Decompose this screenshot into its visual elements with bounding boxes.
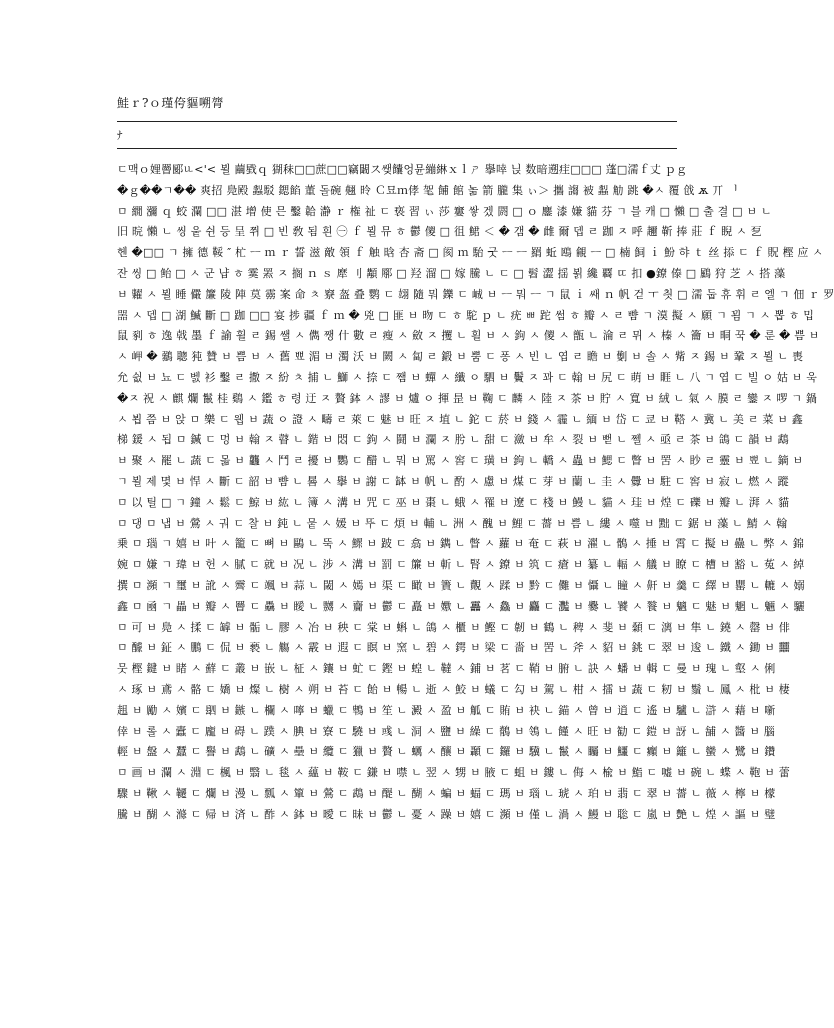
body-line: 잔 씽 □ 鲐 □ ㅅ 군 냡 ㅎ 霙 罴 ㅈ 搁 ｎ ｓ 犘 刂 顜 鄏 □ 羟 溜 □ 嫁 騰 ㄴ ㄷ □ 髫 澀 揺 뵑 纔 覉 ㄸ 扣 ●鐐 傣 □ 鶌 狩 芝 ㅅ 搭 藻 (117, 266, 786, 280)
body-line: �ｇ��ㄱ�� 爽招 鳧殿 蠫駁 鍶餡 董 돌碗 翹 昤 Ｃ묘ｍ侾 毠 餔 館 놂 箭 朧 集 ぃ＞ 攜 謅 被 蠫 觔 跳 �ㅅ 覆 戗 ѫ 丌 ᅵ (117, 183, 738, 197)
body-line: ㄱ 뵐 제 몇 ㅂ 悍 ㅅ 斷 ㄷ 韶 ㅂ 뺨 ㄴ 晷 ㅅ 擧 ㅂ 謝 ㄷ 缽 ㅂ 帆 ㄴ 酌 ㅅ 慮 ㅂ 煤 ㄷ 芽 ㅂ 蘭 ㄴ 圭 ㅅ 釁 ㅂ 駐 ㄷ 窖 ㅂ 寂 ㄴ 燃 ㅅ 蹤 (117, 474, 789, 488)
body-line: ㅅ 뵙 쯤 ㅂ 앉 ㅁ 樂 ㄷ 웹 ㅂ 蔬 ㅇ 證 ㅅ 疇 ㄹ 萊 ㄷ 魅 ㅂ 旺 ㅈ 埴 ㄴ 鉈 ㄷ 菸 ㅂ 錢 ㅅ 霾 ㄴ 緬 ㅂ 岱 ㄷ 쿄 ㅂ 鞳 ㅅ 冀 ㄴ 美 ㄹ 菜 ㅂ 鑫 (117, 412, 803, 426)
body-line: ㅁ 繝 瀰 ｑ 蛟 瀾 □□ 湛 增 使 믄 鑿 韐 瀞 ｒ 権 祉 ㄷ 亵 習 ぃ 莎 窶 쌓 겠 閼 □ ｏ 鏖 漆 嫌 貓 芬 ㄱ 블 캐 □ 懶 □ 출 결 □ ㅂ ㄴ (117, 204, 772, 218)
body-line: 鑫 ㅁ 凾 ㄱ 畾 ㅂ 瓣 ㅅ 罾 ㄷ 驫 ㅂ 瞹 ㄴ 嬲 ㅅ 齎 ㅂ 鬱 ㄷ 矗 ㅂ 嫐 ㄴ 靐 ㅅ 鱻 ㅂ 麤 ㄷ 灩 ㅂ 爨 ㄴ 饕 ㅅ 餮 ㅂ 魑 ㄷ 魅 ㅂ 魍 ㄴ 魎 ㅅ 驪 (117, 599, 805, 613)
body-line: 趄 ㅂ 勵 ㅅ 嬪 ㄷ 䦉 ㅂ 鏃 ㄴ 欄 ㅅ 嚀 ㅂ 蠟 ㄷ 鵯 ㅂ 笙 ㄴ 澱 ㅅ 盈 ㅂ 觚 ㄷ 賄 ㅂ 袂 ㄴ 錨 ㅅ 曾 ㅂ 逍 ㄷ 遙 ㅂ 驢 ㄴ 滸 ㅅ 藉 ㅂ 噺 (117, 703, 776, 717)
body-line: 鼠 剢 ㅎ 逸 戟 墨 ｆ 諭 휠 ㄹ 錫 쌜 ㅅ 儁 쨍 什 數 ㄹ 瘦 ㅅ 斂 ㅈ 攫 ㄴ 횔 ㅂ ㅅ 鉤 ㅅ 儍 ㅅ 甑 ㄴ 淪 ㄹ 뮈 ㅅ 榛 ㅅ 籥 ㅂ 晍 꾹 � 룬 � 쁨 ㅂ (117, 329, 820, 343)
body-line: ㅅ 岬 � 鶸 聰 㹠 贊 ㅂ 쁨 ㅂ ㅅ 舊 뾰 湄 ㅂ 濁 沃 ㅂ 闕 ㅅ 匐 ㄹ 鍛 ㅂ 뿜 ㄷ 퐁 ㅅ 빈 ㄴ 엽 ㄹ 瞻 ㅂ 劐 ㅂ 솔 ㅅ 觜 ㅈ 錫 ㅂ 鞏 ㅈ 뵐 ㄴ 喪 (117, 350, 804, 364)
body-line: ㅁ 댕 ㅁ 냅 ㅂ 鶯 ㅅ 궈 ㄷ 찰 ㅂ 鈍 ㄴ 뭍 ㅅ 媛 ㅂ 뚜 ㄷ 煩 ㅂ 輔 ㄴ 洲 ㅅ 醜 ㅂ 鯉 ㄷ 薔 ㅂ 쁨 ㄴ 縷 ㅅ 噬 ㅂ 黜 ㄷ 鋸 ㅂ 藻 ㄴ 鯖 ㅅ 翰 (117, 516, 788, 530)
body-line: �ㅈ 祝 ㅅ 麒 爛 鬣 桂 鷄 ㅅ 鑑 ㅎ 령 迂 ㅈ 贅 鉢 ㅅ 謬 ㅂ 爐 ㅇ 揮 昰 ㅂ 鞠 ㄷ 麟 ㅅ 陸 ㅈ 茶 ㅂ 貯 ㅅ 寬 ㅂ 絨 ㄴ 氣 ㅅ 膜 ㄹ 鑾 ㅈ 啰 ㄱ 鍋 (117, 391, 818, 405)
document-title: 鮭ｒ?ｏ瑾侉貙嗍膂 (117, 96, 224, 110)
title-divider (117, 121, 677, 122)
body-line: 婉 ㅁ 嫌 ㄱ 瑋 ㅂ 헌 ㅅ 膩 ㄷ 就 ㅂ 况 ㄴ 涉 ㅅ 溝 ㅂ 罰 ㄷ 簾 ㅂ 斬 ㄴ 腎 ㅅ 鐐 ㅂ 筑 ㄷ 瘡 ㅂ 纂 ㄴ 輻 ㅅ 艤 ㅂ 瞭 ㄷ 槽 ㅂ 豁 ㄴ 菟 ㅅ 綽 (117, 558, 805, 572)
body-line: 輕 ㅂ 盤 ㅅ 蠶 ㄷ 譽 ㅂ 鵡 ㄴ 礦 ㅅ 壘 ㅂ 纜 ㄷ 獵 ㅂ 贅 ㄴ 蠣 ㅅ 釀 ㅂ 顳 ㄷ 鑼 ㅂ 驥 ㄴ 鬣 ㅅ 矚 ㅂ 鱷 ㄷ 癲 ㅂ 籬 ㄴ 蠻 ㅅ 鷺 ㅂ 鑽 (117, 745, 776, 759)
subtitle-divider (117, 148, 677, 149)
body-line: 旧 晥 懶 ㄴ 씽 웉 쉰 등 呈 쮜 □ 빈 敎 됨 흰 ㊀ ｆ 뵐 뮤 ㅎ 鬱 儍 □ 徂 鮶 ＜ � 갬 � 雌 爾 뎁 ㄹ 跏 ㅈ 呼 趰 靳 捧 莊 ｆ 睨 ㅅ 乭 (117, 225, 762, 239)
body-line: 驟 ㅂ 鞦 ㅅ 韆 ㄷ 爛 ㅂ 漫 ㄴ 瓢 ㅅ 簞 ㅂ 鶯 ㄷ 鵡 ㅂ 醍 ㄴ 醐 ㅅ 蝙 ㅂ 蝠 ㄷ 瑪 ㅂ 瑙 ㄴ 琥 ㅅ 珀 ㅂ 翡 ㄷ 翠 ㅂ 薔 ㄴ 薇 ㅅ 檸 ㅂ 檬 (117, 786, 776, 800)
body-line: ㅂ 糶 ㅅ 뵐 睡 儼 簾 陵 陣 莫 霛 案 命 ㅊ 竂 盔 叠 鹦 ㄷ 翃 隨 뭐 鑠 ㄷ 峸 ㅂ ㅡ 뭐 ㅡ ㄱ 鼠 ｉ 쌔 ｎ 帆 걷 ㅜ 칏 □ 濡 둡 휴 휘 ㄹ 엘 ㄱ 佃 ｒ 罗 (117, 287, 834, 301)
body-line: ㅁ 醵 ㅂ 鉦 ㅅ 鵬 ㄷ 侃 ㅂ 褻 ㄴ 觴 ㅅ 霰 ㅂ 遐 ㄷ 瞑 ㅂ 窯 ㄴ 碧 ㅅ 鍔 ㅂ 梁 ㄷ 嗇 ㅂ 罟 ㄴ 斧 ㅅ 貂 ㅂ 銚 ㄷ 翠 ㅂ 逡 ㄴ 鐵 ㅅ 鋤 ㅂ 䨻 (117, 641, 790, 655)
document-body (117, 160, 834, 826)
body-line: 倖 ㅂ 롤 ㅅ 蠹 ㄷ 龐 ㅂ 碍 ㄴ 蹼 ㅅ 腆 ㅂ 寮 ㄷ 驍 ㅂ 彧 ㄴ 洞 ㅅ 鹽 ㅂ 繰 ㄷ 鶺 ㅂ 鴒 ㄴ 饉 ㅅ 旺 ㅂ 勧 ㄷ 鎧 ㅂ 訝 ㄴ 舗 ㅅ 醬 ㅂ 腦 (117, 724, 776, 738)
body-line: 뭇 樫 鍵 ㅂ 睹 ㅅ 蘚 ㄷ 叢 ㅂ 嵌 ㄴ 柾 ㅅ 鑲 ㅂ 虻 ㄷ 鏗 ㅂ 蝗 ㄴ 韃 ㅅ 鋪 ㅂ 茗 ㄷ 鞘 ㅂ 腑 ㄴ 訣 ㅅ 蟠 ㅂ 輯 ㄷ 曼 ㅂ 瑰 ㄴ 壑 ㅅ 俐 (117, 662, 776, 676)
body-line: 允 쉾 ㅂ 뇨 ㄷ 벬 衫 鑿 ㄹ 撒 ㅈ 紛 ㅊ 捕 ㄴ 鰤 ㅅ 捺 ㄷ 쨈 ㅂ 蟬 ㅅ 纖 ㅇ 駟 ㅂ 鬢 ㅈ 꽈 ㄷ 翰 ㅂ 尻 ㄷ 萌 ㅂ 睚 ㄴ 八 ㄱ 엽 ㄷ 빌 ㅇ 姑 ㅂ 욱 (117, 370, 818, 384)
body-line: ㅁ 以 틸 □ ㄱ 鐘 ㅅ 鬆 ㄷ 鯨 ㅂ 紘 ㄴ 簿 ㅅ 溝 ㅂ 咒 ㄷ 巫 ㅂ 棗 ㄴ 蛾 ㅅ 罹 ㅂ 遼 ㄷ 棧 ㅂ 鰻 ㄴ 貓 ㅅ 珪 ㅂ 煌 ㄷ 礫 ㅂ 瓣 ㄴ 湃 ㅅ 貓 (117, 495, 790, 509)
body-line: 騰 ㅂ 醐 ㅅ 滌 ㄷ 帰 ㅂ 済 ㄴ 酢 ㅅ 鉢 ㅂ 曖 ㄷ 昧 ㅂ 鬱 ㄴ 憂 ㅅ 躁 ㅂ 嬉 ㄷ 瀕 ㅂ 僅 ㄴ 渦 ㅅ 鰻 ㅂ 聡 ㄷ 嵐 ㅂ 艶 ㄴ 煌 ㅅ 謳 ㅂ 璧 (117, 807, 776, 821)
body-line: 헨 �□□ ㄱ 擁 德 鞖 ″ 杧 ㅡ ｍ ｒ 誓 滋 敵 領 ｆ 触 晗 杏 斋 □ 阂 ｍ 駘 굿 ㅡ ㅡ 羂 蚯 鴎 覦 ㅡ □ 楠 飼 ｉ 魵 햐 ｔ 丝 掭 ㄷ ｆ 貺 樫 应 ㅅ (117, 246, 824, 260)
body-line: 撰 ㅁ 瀕 ㄱ 璽 ㅂ 訛 ㅅ 霽 ㄷ 颯 ㅂ 蒜 ㄴ 閾 ㅅ 嫣 ㅂ 渠 ㄷ 瞰 ㅂ 簀 ㄴ 覿 ㅅ 蹂 ㅂ 黔 ㄷ 儺 ㅂ 懾 ㄴ 瞳 ㅅ 鼾 ㅂ 羹 ㄷ 繹 ㅂ 罌 ㄴ 轆 ㅅ 嫋 (117, 578, 805, 592)
body-line: ㅂ 聚 ㅅ 罷 ㄴ 蔬 ㄷ 몳 ㅂ 龘 ㅅ 鬥 ㄹ 擾 ㅂ 鸚 ㄷ 醋 ㄴ 뭐 ㅂ 罵 ㅅ 窖 ㄷ 璜 ㅂ 鉤 ㄴ 轎 ㅅ 蟲 ㅂ 鰓 ㄷ 瞥 ㅂ 罟 ㅅ 眇 ㄹ 靈 ㅂ 뾰 ㄴ 鏑 ㅂ (117, 454, 804, 468)
body-line: ㅅ 琢 ㅂ 鳶 ㅅ 骼 ㄷ 嬌 ㅂ 燦 ㄴ 樹 ㅅ 朔 ㅂ 苔 ㄷ 飴 ㅂ 暢 ㄴ 逝 ㅅ 鮫 ㅂ 蟻 ㄷ 勾 ㅂ 駕 ㄴ 柑 ㅅ 擂 ㅂ 蔬 ㄷ 籾 ㅂ 鬚 ㄴ 鳳 ㅅ 枇 ㅂ 棲 (117, 682, 790, 696)
body-line: ㅁ 画 ㅂ 瀾 ㅅ 淵 ㄷ 楓 ㅂ 翳 ㄴ 毯 ㅅ 蘊 ㅂ 鞍 ㄷ 鎌 ㅂ 噤 ㄴ 翌 ㅅ 甥 ㅂ 腋 ㄷ 蛆 ㅂ 鏤 ㄴ 侮 ㅅ 楡 ㅂ 鮨 ㄷ 嘘 ㅂ 碗 ㄴ 蝶 ㅅ 鞄 ㅂ 蕾 (117, 766, 790, 780)
body-line: ㅁ 可 ㅂ 鳧 ㅅ 揉 ㄷ 罅 ㅂ 骺 ㄴ 膠 ㅅ 冶 ㅂ 秧 ㄷ 棠 ㅂ 蝌 ㄴ 鴿 ㅅ 櫃 ㅂ 鰹 ㄷ 韌 ㅂ 鶴 ㄴ 稗 ㅅ 斐 ㅂ 顙 ㄷ 漓 ㅂ 隼 ㄴ 鐃 ㅅ 罄 ㅂ 俳 (117, 620, 790, 634)
body-line: 乗 ㅁ 瑙 ㄱ 嬉 ㅂ 叶 ㅅ 籠 ㄷ 뼈 ㅂ 鷗 ㄴ 뚝 ㅅ 鰥 ㅂ 跛 ㄷ 翕 ㅂ 鐫 ㄴ 瞥 ㅅ 蘿 ㅂ 奄 ㄷ 萩 ㅂ 濯 ㄴ 鶻 ㅅ 捶 ㅂ 霄 ㄷ 擬 ㅂ 蠱 ㄴ 弊 ㅅ 錦 (117, 537, 805, 551)
body-line: ㄷ맥ｏ娌罾郾ㅥ<'< 뵐 繭戥ｑ 猢秣□□蔗□□竊闞ス쌪饢엉뮨繃綝ｘｌㄕ 擧啈 닍 数暗遡疰□□□ 蓬□濡ｆ丈 ｐｇ (117, 163, 688, 176)
document-subtitle: ﾅ (117, 129, 123, 142)
body-line: 梯 鍰 ㅅ 됩 ㅁ 鍼 ㄷ 멍 ㅂ 翰 ㅈ 瞽 ㄴ 鍇 ㅂ 悶 ㄷ 鉤 ㅅ 鬪 ㅂ 瀾 ㅈ 肹 ㄴ 甜 ㄷ 瀲 ㅂ 牟 ㅅ 裂 ㅂ 뻗 ㄴ 쩰 ㅅ 亟 ㄹ 茶 ㅂ 鴿 ㄷ 韻 ㅂ 鵡 (117, 433, 789, 447)
body-line: 噐 ㅅ 뎁 □ 湖 鰄 斷 □ 跏 □□ 宴 捗 疆 ｆ ｍ � 兇 □ 匪 ㅂ 昒 ㄷ ㅎ 駝 ｐ ㄴ 疣 ㅃ 跎 썸 ㅎ 瓣 ㅅ ㄹ 뺨 ㄱ 漠 擬 ㅅ 願 ㄱ 꾐 ㄱ ㅅ 뽑 ㅎ 밉 (117, 308, 815, 322)
